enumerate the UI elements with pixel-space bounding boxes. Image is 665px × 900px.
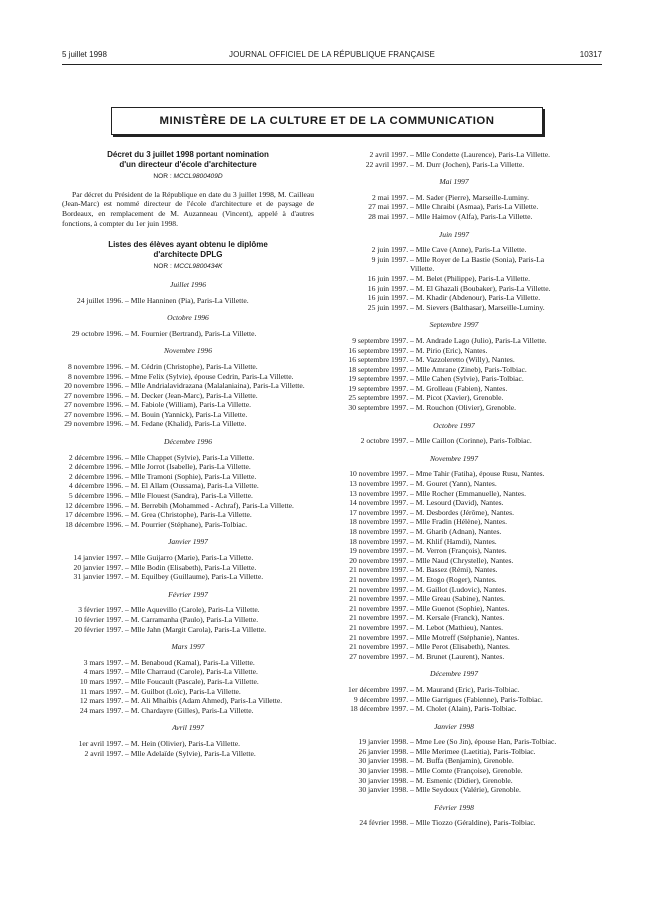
entry-name: – Mlle Fradin (Hélène), Nantes. bbox=[410, 517, 508, 527]
entry-date: 30 janvier 1998. bbox=[358, 785, 410, 795]
entry-date: 19 novembre 1997. bbox=[349, 546, 410, 556]
graduate-entry bbox=[338, 623, 570, 633]
ministry-title: MINISTÈRE DE LA CULTURE ET DE LA COMMUNICATION bbox=[159, 115, 495, 127]
graduate-entry bbox=[62, 677, 314, 687]
graduate-entry bbox=[62, 696, 314, 706]
entry-date: 18 novembre 1997. bbox=[349, 517, 410, 527]
entry-name: – M. Gharib (Adnan), Nantes. bbox=[410, 527, 502, 536]
entry-name: – Mlle Cave (Anne), Paris-La Villette. bbox=[410, 245, 527, 255]
graduate-entry bbox=[62, 510, 314, 520]
left-graduate-lists bbox=[62, 280, 314, 758]
entry-date: 13 novembre 1997. bbox=[349, 479, 410, 489]
graduate-entry bbox=[338, 346, 570, 356]
lists-title-line-2: d'architecte DPLG bbox=[153, 249, 223, 259]
graduate-entry bbox=[338, 245, 570, 255]
entry-date: 28 mai 1997. bbox=[368, 211, 410, 221]
entry-name: – Mlle Greau (Sabine), Nantes. bbox=[410, 594, 505, 604]
entry-name: – M. Maurand (Eric), Paris-Tolbiac. bbox=[410, 684, 520, 694]
entry-name: – Mlle Rocher (Emmanuelle), Nantes. bbox=[410, 488, 526, 498]
decree-nor-value: MCCL9800409D bbox=[173, 173, 223, 181]
entry-name: – M. Sader (Pierre), Marseille-Luminy. bbox=[410, 192, 530, 202]
entry-name: – Mlle Foucault (Pascale), Paris-La Villette. bbox=[125, 676, 259, 686]
entry-date: 11 mars 1997. bbox=[80, 686, 125, 696]
entry-name: – Mlle Jorrot (Isabelle), Paris-La Villette. bbox=[125, 462, 251, 472]
entry-date: 21 novembre 1997. bbox=[349, 603, 410, 613]
right-column bbox=[338, 150, 570, 828]
month-heading: Avril 1997 bbox=[172, 723, 204, 733]
graduate-entry bbox=[62, 605, 314, 615]
entry-date: 30 janvier 1998. bbox=[358, 766, 410, 776]
entry-date: 10 mars 1997. bbox=[79, 676, 125, 686]
graduate-entry bbox=[62, 462, 314, 472]
entry-date: 21 novembre 1997. bbox=[349, 584, 410, 594]
entry-date: 27 mai 1997. bbox=[368, 202, 410, 212]
graduate-entry bbox=[338, 537, 570, 547]
graduate-entry bbox=[338, 747, 570, 757]
entry-name: – M. Chardayre (Gilles), Paris-La Villette. bbox=[125, 705, 254, 715]
entry-date: 19 septembre 1997. bbox=[348, 374, 410, 384]
graduate-entry bbox=[338, 489, 570, 499]
graduate-entry bbox=[338, 652, 570, 662]
entry-date: 2 juin 1997. bbox=[371, 245, 410, 255]
graduate-entry bbox=[62, 391, 314, 401]
graduate-entry bbox=[338, 737, 570, 747]
entry-name: – Mlle Guijarro (Marie), Paris-La Villette. bbox=[125, 553, 254, 562]
left-column bbox=[62, 150, 314, 758]
month-heading: Octobre 1997 bbox=[433, 420, 475, 430]
month-heading: Janvier 1997 bbox=[168, 537, 208, 547]
entry-name: – M. Lesourd (David), Nantes. bbox=[410, 498, 504, 508]
graduate-entry bbox=[338, 756, 570, 766]
entry-name: – M. Bouin (Yannick), Paris-La Villette. bbox=[125, 409, 248, 419]
entry-name: – M. Berrebih (Mohammed - Achraf), Paris-La Villette. bbox=[125, 500, 294, 510]
entry-name: – Mlle Guenot (Sophie), Nantes. bbox=[410, 603, 510, 613]
entry-date: 27 novembre 1996. bbox=[64, 409, 125, 419]
entry-name: – Mlle Adelaïde (Sylvie), Paris-La Villette. bbox=[125, 748, 256, 758]
entry-date: 10 novembre 1997. bbox=[349, 469, 410, 479]
decree-nor-label: NOR : bbox=[153, 173, 172, 181]
entry-name: – Mlle Haimov (Alfa), Paris-La Villette. bbox=[410, 211, 533, 221]
entry-date: 30 janvier 1998. bbox=[358, 756, 410, 766]
entry-name: – M. Lebot (Mathieu), Nantes. bbox=[410, 622, 504, 632]
entry-date: 24 février 1998. bbox=[359, 818, 410, 828]
entry-name: – M. Esmenic (Didier), Grenoble. bbox=[410, 775, 513, 785]
entry-date: 1er décembre 1997. bbox=[348, 684, 410, 694]
entry-date: 4 mars 1997. bbox=[83, 667, 125, 677]
entry-name: – Mlle Tiozzo (Géraldine), Paris-Tolbiac. bbox=[410, 818, 536, 828]
entry-date: 2 mai 1997. bbox=[372, 192, 410, 202]
graduate-entry bbox=[338, 202, 570, 212]
entry-date: 12 mars 1997. bbox=[79, 696, 125, 706]
graduate-entry bbox=[62, 419, 314, 429]
right-graduate-lists bbox=[338, 150, 570, 828]
graduate-entry bbox=[338, 255, 570, 274]
entry-date: 16 juin 1997. bbox=[367, 273, 410, 283]
graduate-entry bbox=[62, 491, 314, 501]
decree-body: Par décret du Président de la République en date du 3 juillet 1998, M. Cailleau (Jean-Marc) est nommé directeur de l'école d'architecture et de paysage de Bordeaux, en remplacement de M. Auzanneau (Vincent), appelé à d'autres fonctions, à compter du 1er juin 1998. bbox=[62, 189, 314, 228]
header-title: JOURNAL OFFICIEL DE LA RÉPUBLIQUE FRANÇAISE bbox=[229, 50, 435, 59]
graduate-entry bbox=[338, 704, 570, 714]
graduate-entry bbox=[338, 604, 570, 614]
entry-name: – M. Khadir (Abdenour), Paris-La Villette. bbox=[410, 293, 541, 303]
decree-title bbox=[62, 150, 314, 169]
entry-name: – M. Decker (Jean-Marc), Paris-La Villette. bbox=[125, 390, 258, 400]
entry-name: – Mlle Caillon (Corinne), Paris-Tolbiac. bbox=[410, 436, 532, 446]
month-heading: Décembre 1996 bbox=[163, 437, 212, 447]
entry-date: 2 décembre 1996. bbox=[68, 452, 125, 462]
entry-name: – Mlle Charraud (Carole), Paris-La Villette. bbox=[125, 667, 258, 677]
entry-name: – Mlle Flouest (Sandra), Paris-La Villette. bbox=[125, 491, 253, 501]
graduate-entry bbox=[338, 546, 570, 556]
entry-date: 21 novembre 1997. bbox=[349, 642, 410, 652]
entry-date: 21 novembre 1997. bbox=[349, 622, 410, 632]
entry-name: – M. Cédrin (Christophe), Paris-La Villette. bbox=[125, 361, 258, 371]
entry-date: 31 janvier 1997. bbox=[73, 572, 125, 582]
entry-name: – M. Belet (Philippe), Paris-La Villette. bbox=[410, 273, 531, 283]
entry-date: 29 novembre 1996. bbox=[64, 419, 125, 429]
decree-title-line-2: d'un directeur d'école d'architecture bbox=[119, 159, 257, 169]
entry-name: – Mlle Cahen (Sylvie), Paris-Tolbiac. bbox=[410, 374, 524, 384]
entry-name: – M. Sievers (Balthasar), Marseille-Luminy. bbox=[410, 302, 545, 312]
entry-name: – M. Guilbot (Loïc), Paris-La Villette. bbox=[125, 686, 241, 696]
entry-date: 20 janvier 1997. bbox=[73, 562, 125, 572]
entry-name: – M. Khlif (Hamdi), Nantes. bbox=[410, 536, 497, 546]
ministry-banner bbox=[111, 107, 543, 135]
entry-name: – M. Ali Mhaibis (Adam Ahmed), Paris-La Villette. bbox=[125, 696, 283, 706]
graduate-entry bbox=[62, 749, 314, 759]
entry-date: 3 février 1997. bbox=[78, 605, 125, 615]
entry-name: – M. Etogo (Roger), Nantes. bbox=[410, 574, 497, 584]
entry-name: – M. Benaboud (Kamal), Paris-La Villette. bbox=[125, 657, 255, 667]
entry-name: – M. Cholet (Alain), Paris-Tolbiac. bbox=[410, 704, 517, 714]
graduate-entry bbox=[338, 785, 570, 795]
graduate-entry bbox=[62, 296, 314, 306]
graduate-entry bbox=[62, 400, 314, 410]
entry-name: – M. Grea (Christophe), Paris-La Villette. bbox=[125, 510, 252, 520]
entry-name: – M. Picot (Xavier), Grenoble. bbox=[410, 393, 504, 403]
entry-name: – M. Andrade Lago (Julio), Paris-La Villette. bbox=[410, 335, 547, 345]
entry-date: 2 avril 1997. bbox=[84, 748, 125, 758]
graduate-entry bbox=[338, 303, 570, 313]
header-date: 5 juillet 1998 bbox=[62, 50, 107, 59]
entry-name: – Mlle Naud (Chrystelle), Nantes. bbox=[410, 555, 514, 565]
entry-date: 18 novembre 1997. bbox=[349, 527, 410, 536]
entry-name: – Mlle Bodin (Elisabeth), Paris-La Villette. bbox=[125, 562, 257, 572]
entry-date: 21 novembre 1997. bbox=[349, 574, 410, 584]
entry-name: – Mlle Hanninen (Pia), Paris-La Villette. bbox=[125, 295, 249, 305]
entry-name: – M. El Allam (Oussama), Paris-La Villette. bbox=[125, 481, 259, 491]
entry-date: 18 septembre 1997. bbox=[348, 364, 410, 374]
entry-name: – M. El Ghazali (Boubaker), Paris-La Villette. bbox=[410, 283, 551, 293]
entry-date: 9 septembre 1997. bbox=[352, 335, 410, 345]
graduate-entry bbox=[338, 695, 570, 705]
month-heading: Septembre 1997 bbox=[429, 320, 479, 330]
entry-name: – M. Pirio (Eric), Nantes. bbox=[410, 345, 488, 355]
graduate-entry bbox=[338, 479, 570, 489]
decree-title-line-1: Décret du 3 juillet 1998 portant nomination bbox=[107, 150, 269, 159]
entry-name: – Mlle Amrane (Zineb), Paris-Tolbiac. bbox=[410, 364, 527, 374]
graduate-entry bbox=[338, 355, 570, 365]
entry-date: 3 mars 1997. bbox=[83, 657, 125, 667]
entry-date: 12 décembre 1996. bbox=[65, 500, 125, 510]
graduate-entry bbox=[338, 556, 570, 566]
entry-name: – M. Gaillot (Ludovic), Nantes. bbox=[410, 584, 507, 594]
graduate-entry bbox=[338, 384, 570, 394]
entry-date: 29 octobre 1996. bbox=[71, 328, 125, 338]
entry-date: 1er avril 1997. bbox=[78, 738, 125, 748]
entry-date: 27 novembre 1997. bbox=[349, 651, 410, 661]
entry-date: 5 décembre 1996. bbox=[68, 491, 125, 501]
lists-nor-label: NOR : bbox=[153, 263, 172, 271]
entry-date: 27 novembre 1996. bbox=[64, 390, 125, 400]
entry-date: 14 janvier 1997. bbox=[73, 553, 125, 562]
entry-date: 27 novembre 1996. bbox=[64, 400, 125, 410]
graduate-entry bbox=[62, 553, 314, 563]
entry-name: – M. Hein (Olivier), Paris-La Villette. bbox=[125, 738, 240, 748]
graduate-entry bbox=[62, 520, 314, 530]
graduate-entry bbox=[338, 393, 570, 403]
lists-title bbox=[62, 240, 314, 259]
entry-name: – Mlle Perot (Elisabeth), Nantes. bbox=[410, 642, 510, 652]
entry-date: 16 juin 1997. bbox=[367, 293, 410, 303]
graduate-entry bbox=[338, 818, 570, 828]
entry-name: – Mlle Royer de La Bastie (Sonia), Paris-La Villette. bbox=[410, 254, 545, 274]
graduate-entry bbox=[338, 613, 570, 623]
entry-name: – Mlle Chraibi (Asmaa), Paris-La Villette. bbox=[410, 202, 539, 212]
graduate-entry bbox=[338, 403, 570, 413]
entry-date: 9 décembre 1997. bbox=[353, 694, 410, 704]
header-rule bbox=[62, 64, 602, 65]
entry-date: 21 novembre 1997. bbox=[349, 594, 410, 604]
month-heading: Novembre 1997 bbox=[429, 453, 478, 463]
entry-date: 18 décembre 1996. bbox=[65, 519, 125, 529]
entry-date: 2 décembre 1996. bbox=[68, 462, 125, 472]
entry-name: – M. Rouchon (Olivier), Grenoble. bbox=[410, 403, 517, 413]
graduate-entry bbox=[338, 594, 570, 604]
entry-date: 20 novembre 1997. bbox=[349, 555, 410, 565]
entry-date: 25 juin 1997. bbox=[367, 302, 410, 312]
graduate-entry bbox=[62, 687, 314, 697]
graduate-entry bbox=[338, 642, 570, 652]
entry-date: 21 novembre 1997. bbox=[349, 632, 410, 642]
entry-date: 22 avril 1997. bbox=[365, 159, 410, 169]
graduate-entry bbox=[338, 776, 570, 786]
graduate-entry bbox=[62, 615, 314, 625]
entry-name: – Mlle Merimee (Laetitia), Paris-Tolbiac. bbox=[410, 746, 536, 756]
graduate-entry bbox=[62, 501, 314, 511]
entry-name: – M. Desbordes (Jérôme), Nantes. bbox=[410, 507, 514, 517]
entry-date: 16 septembre 1997. bbox=[348, 355, 410, 365]
entry-name: – M. Vazzoleretto (Willy), Nantes. bbox=[410, 355, 515, 365]
entry-date: 2 avril 1997. bbox=[369, 150, 410, 159]
entry-name: – Mlle Motreff (Stéphanie), Nantes. bbox=[410, 632, 520, 642]
graduate-entry bbox=[338, 685, 570, 695]
graduate-entry bbox=[62, 563, 314, 573]
entry-name: – M. Buffa (Benjamin), Grenoble. bbox=[410, 756, 514, 766]
entry-date: 20 février 1997. bbox=[74, 624, 125, 634]
graduate-entry bbox=[338, 284, 570, 294]
graduate-entry bbox=[338, 274, 570, 284]
entry-name: – Mlle Tramoni (Sophie), Paris-La Villette. bbox=[125, 471, 257, 481]
entry-name: – Mlle Aquevillo (Carole), Paris-La Villette. bbox=[125, 605, 260, 615]
graduate-entry bbox=[62, 481, 314, 491]
entry-date: 30 janvier 1998. bbox=[358, 775, 410, 785]
entry-date: 16 septembre 1997. bbox=[348, 345, 410, 355]
month-heading: Novembre 1996 bbox=[163, 346, 212, 356]
entry-date: 8 novembre 1996. bbox=[68, 371, 125, 381]
graduate-entry bbox=[338, 160, 570, 170]
graduate-entry bbox=[338, 374, 570, 384]
lists-nor-value: MCCL9800434K bbox=[173, 263, 223, 271]
entry-name: – M. Brunet (Laurent), Nantes. bbox=[410, 651, 505, 661]
entry-name: – Mlle Seydoux (Valérie), Grenoble. bbox=[410, 785, 521, 795]
graduate-entry bbox=[338, 575, 570, 585]
graduate-entry bbox=[62, 658, 314, 668]
entry-date: 16 juin 1997. bbox=[367, 283, 410, 293]
entry-date: 24 juillet 1996. bbox=[76, 295, 125, 305]
entry-name: – M. Fabiole (William), Paris-La Villette. bbox=[125, 400, 252, 410]
graduate-entry bbox=[62, 329, 314, 339]
month-heading: Janvier 1998 bbox=[434, 721, 474, 731]
graduate-entry bbox=[338, 193, 570, 203]
month-heading: Octobre 1996 bbox=[167, 313, 209, 323]
entry-name: – M. Fournier (Bertrand), Paris-La Villette. bbox=[125, 328, 257, 338]
month-heading: Décembre 1997 bbox=[429, 669, 478, 679]
month-heading: Mars 1997 bbox=[171, 642, 205, 652]
entry-date: 25 septembre 1997. bbox=[348, 393, 410, 403]
graduate-entry bbox=[338, 150, 570, 160]
entry-date: 2 octobre 1997. bbox=[360, 436, 410, 446]
entry-date: 10 février 1997. bbox=[74, 614, 125, 624]
graduate-entry bbox=[62, 372, 314, 382]
entry-name: – Mlle Chappet (Sylvie), Paris-La Villette. bbox=[125, 452, 255, 462]
entry-date: 20 novembre 1996. bbox=[64, 381, 125, 391]
graduate-entry bbox=[62, 362, 314, 372]
entry-name: – M. Carramanha (Paulo), Paris-La Villette. bbox=[125, 614, 259, 624]
entry-name: – Mlle Garrigues (Fabienne), Paris-Tolbiac. bbox=[410, 694, 543, 704]
entry-date: 19 janvier 1998. bbox=[358, 737, 410, 747]
entry-name: – Mme Lee (So Jin), épouse Han, Paris-Tolbiac. bbox=[410, 737, 557, 747]
entry-name: – Mlle Condette (Laurence), Paris-La Villette. bbox=[410, 150, 551, 159]
graduate-entry bbox=[338, 469, 570, 479]
graduate-entry bbox=[338, 517, 570, 527]
entry-date: 18 novembre 1997. bbox=[349, 536, 410, 546]
graduate-entry bbox=[338, 293, 570, 303]
entry-date: 14 novembre 1997. bbox=[349, 498, 410, 508]
graduate-entry bbox=[62, 472, 314, 482]
entry-name: – M. Durr (Jochen), Paris-La Villette. bbox=[410, 159, 525, 169]
graduate-entry bbox=[62, 625, 314, 635]
entry-name: – Mlle Comte (Françoise), Grenoble. bbox=[410, 766, 523, 776]
entry-name: – Mlle Jahn (Margit Carola), Paris-La Villette. bbox=[125, 624, 266, 634]
graduate-entry bbox=[62, 381, 314, 391]
entry-date: 9 juin 1997. bbox=[371, 254, 410, 264]
month-heading: Juillet 1996 bbox=[169, 279, 207, 289]
graduate-entry bbox=[338, 436, 570, 446]
graduate-entry bbox=[62, 706, 314, 716]
page-header bbox=[62, 50, 602, 64]
entry-date: 2 décembre 1996. bbox=[68, 471, 125, 481]
graduate-entry bbox=[338, 527, 570, 537]
entry-name: – M. Grolleau (Fabien), Nantes. bbox=[410, 383, 508, 393]
graduate-entry bbox=[62, 667, 314, 677]
entry-date: 30 septembre 1997. bbox=[348, 403, 410, 413]
entry-name: – M. Bassez (Rémi), Nantes. bbox=[410, 565, 498, 575]
entry-date: 21 novembre 1997. bbox=[349, 565, 410, 575]
graduate-entry bbox=[338, 212, 570, 222]
month-heading: Février 1998 bbox=[434, 802, 474, 812]
entry-name: – M. Kersale (Franck), Nantes. bbox=[410, 613, 505, 623]
entry-date: 8 novembre 1996. bbox=[68, 361, 125, 371]
entry-name: – M. Verron (François), Nantes. bbox=[410, 546, 507, 556]
entry-date: 17 décembre 1996. bbox=[65, 510, 125, 520]
graduate-entry bbox=[62, 572, 314, 582]
entry-name: – Mme Tahir (Fatiha), épouse Rusu, Nantes. bbox=[410, 469, 545, 479]
entry-name: – Mlle Andrialavidrazana (Malalaniaina), Paris-La Villette. bbox=[125, 381, 305, 391]
entry-date: 18 décembre 1997. bbox=[350, 704, 410, 714]
decree-nor bbox=[62, 172, 314, 182]
month-heading: Février 1997 bbox=[168, 589, 208, 599]
lists-nor bbox=[62, 262, 314, 272]
entry-date: 4 décembre 1996. bbox=[68, 481, 125, 491]
lists-title-line-1: Listes des élèves ayant obtenu le diplôme bbox=[108, 240, 268, 250]
entry-name: – M. Pourrier (Stéphane), Paris-Tolbiac. bbox=[125, 519, 247, 529]
entry-date: 24 mars 1997. bbox=[79, 705, 125, 715]
graduate-entry bbox=[338, 585, 570, 595]
graduate-entry bbox=[62, 453, 314, 463]
entry-date: 26 janvier 1998. bbox=[358, 746, 410, 756]
entry-name: – M. Equilbey (Guillaume), Paris-La Villette. bbox=[125, 572, 264, 582]
graduate-entry bbox=[338, 336, 570, 346]
entry-name: – M. Gouret (Yann), Nantes. bbox=[410, 479, 497, 489]
graduate-entry bbox=[338, 365, 570, 375]
header-page-number: 10317 bbox=[579, 50, 602, 59]
entry-date: 19 septembre 1997. bbox=[348, 383, 410, 393]
entry-name: – M. Fedane (Khalid), Paris-La Villette. bbox=[125, 419, 247, 429]
graduate-entry bbox=[338, 766, 570, 776]
graduate-entry bbox=[338, 565, 570, 575]
month-heading: Mai 1997 bbox=[439, 177, 469, 187]
entry-date: 13 novembre 1997. bbox=[349, 488, 410, 498]
graduate-entry bbox=[338, 508, 570, 518]
graduate-entry bbox=[62, 739, 314, 749]
entry-name: – Mme Felix (Sylvie), épouse Cedrin, Paris-La Villette. bbox=[125, 371, 294, 381]
graduate-entry bbox=[338, 633, 570, 643]
entry-date: 17 novembre 1997. bbox=[349, 507, 410, 517]
graduate-entry bbox=[338, 498, 570, 508]
graduate-entry bbox=[62, 410, 314, 420]
month-heading: Juin 1997 bbox=[438, 229, 470, 239]
entry-date: 21 novembre 1997. bbox=[349, 613, 410, 623]
